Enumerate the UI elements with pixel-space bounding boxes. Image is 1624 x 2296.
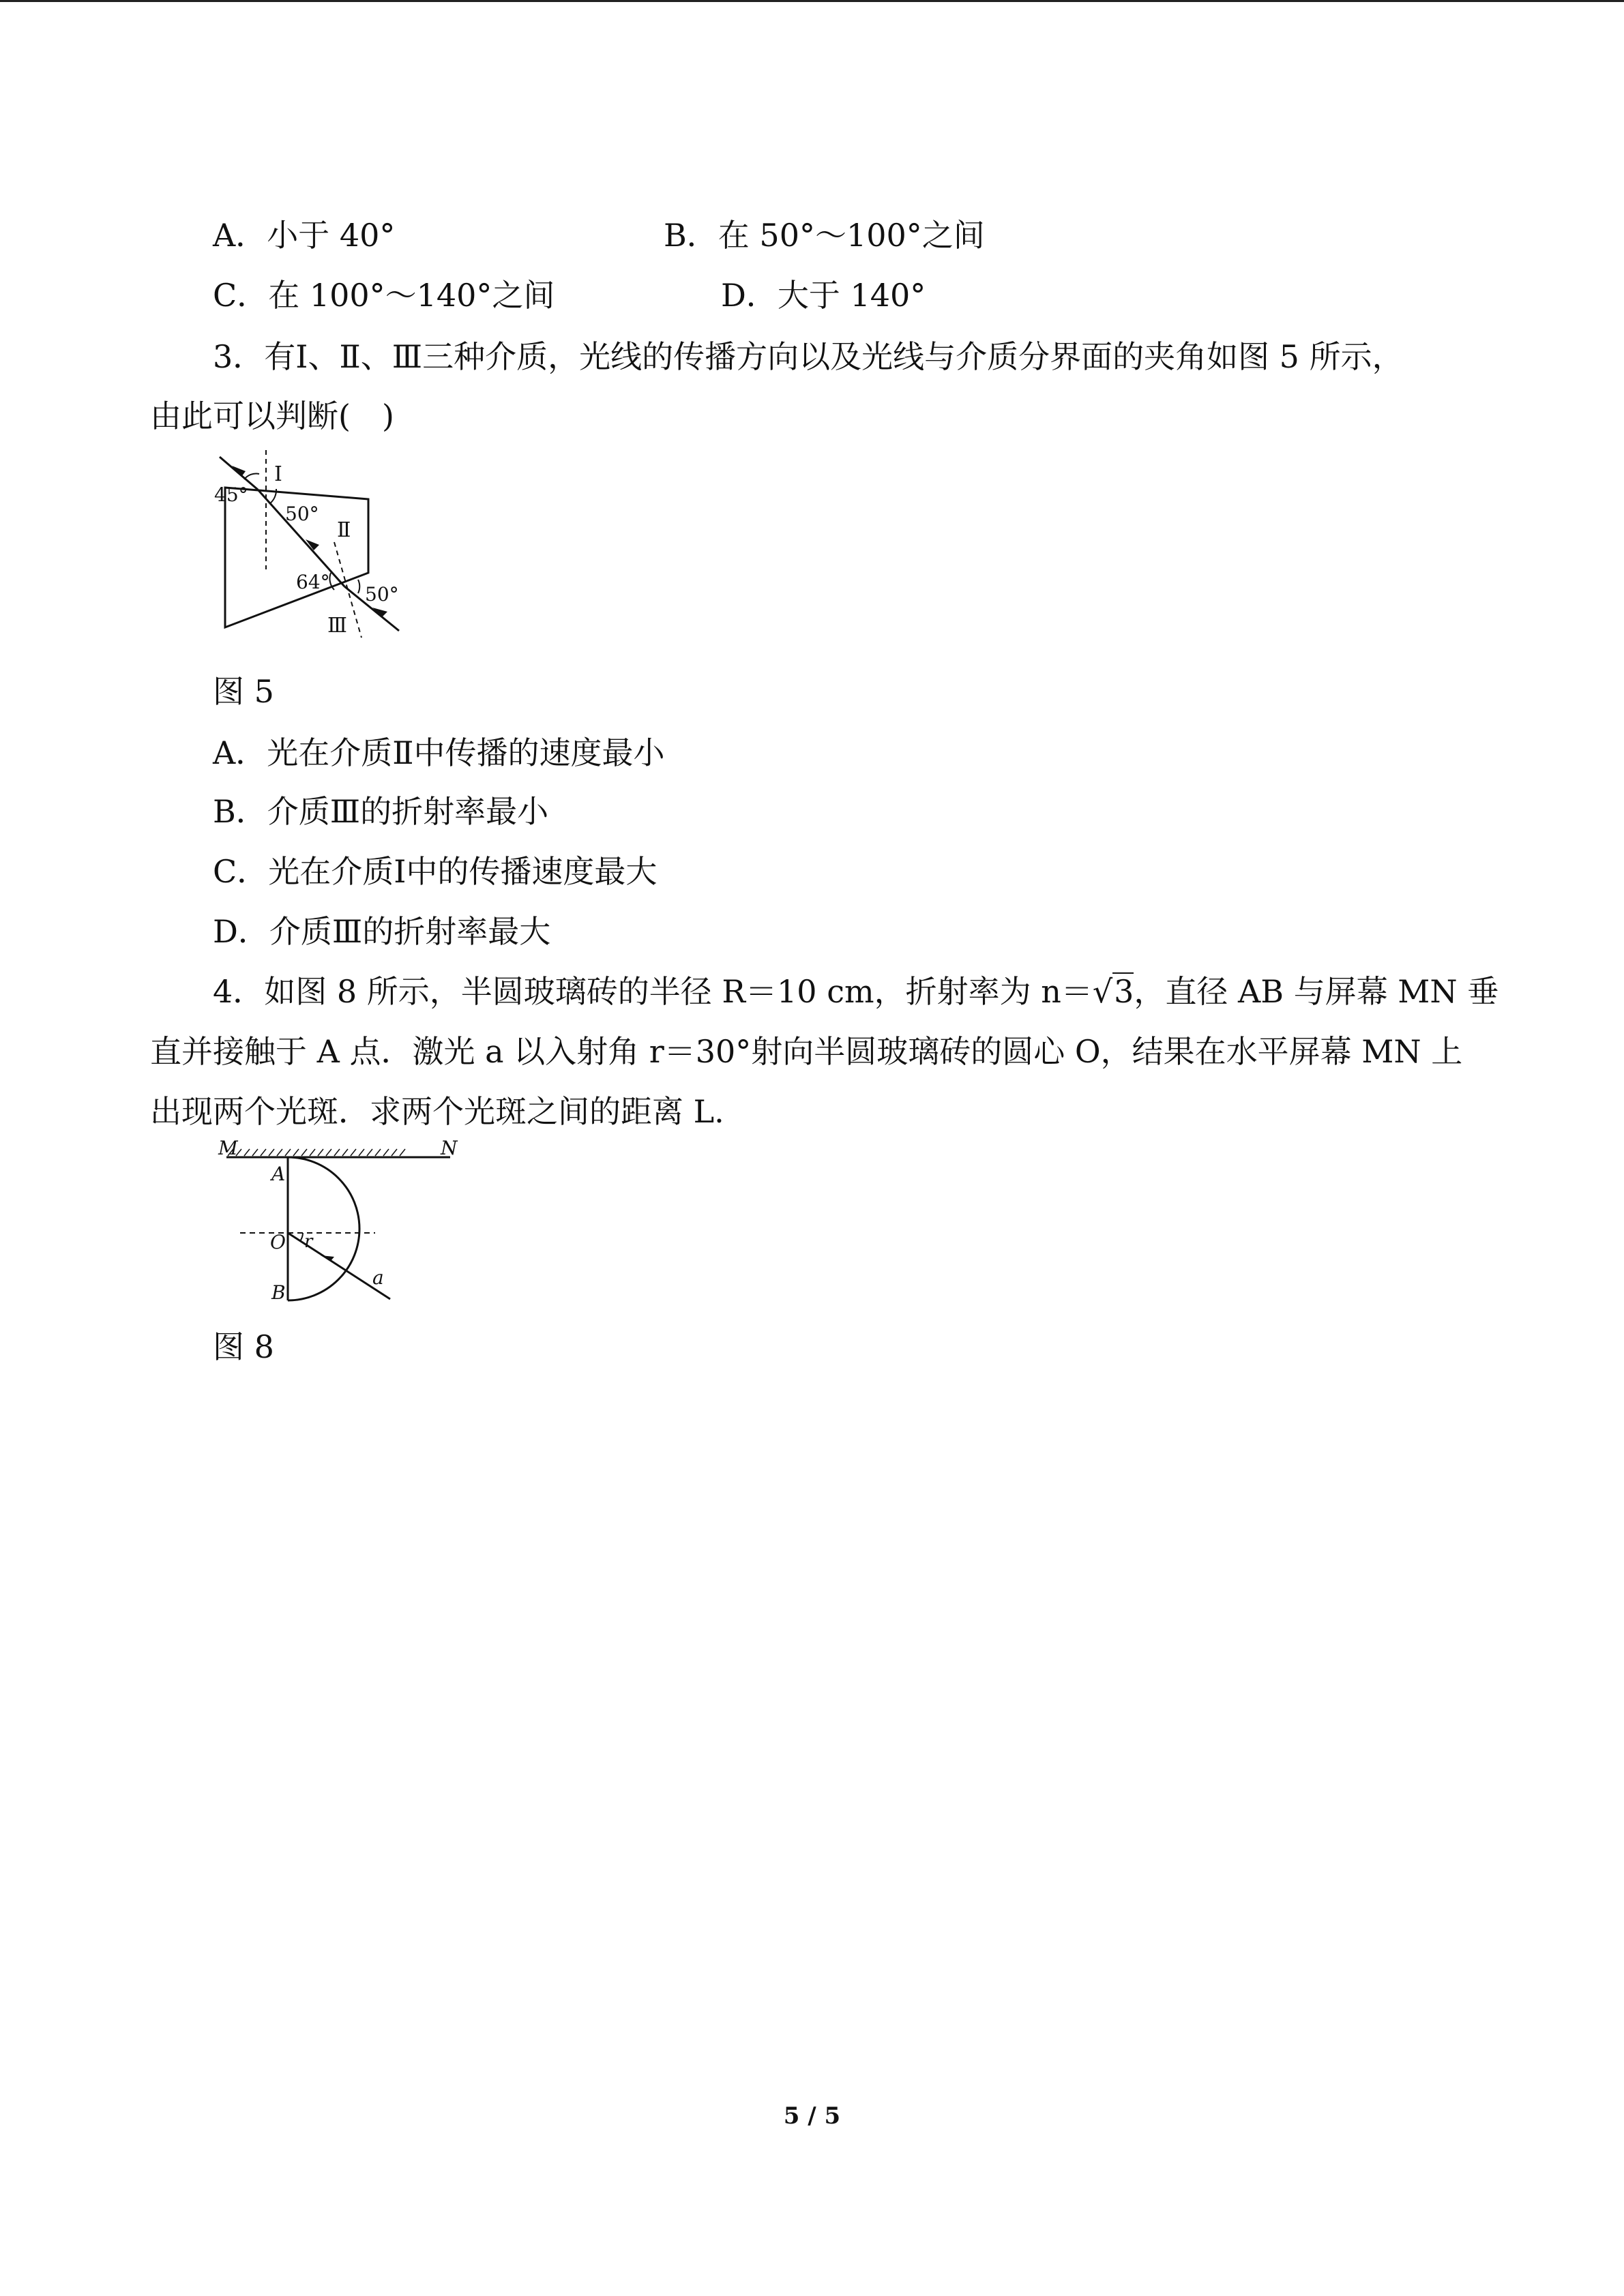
label-m: M [218,1137,238,1159]
label-b: B [271,1281,286,1304]
figure-5-diagram [211,447,409,644]
label-50b: 50° [365,583,399,606]
q3-option-a: A．光在介质Ⅱ中传播的速度最小 [213,734,665,771]
q2-option-b: B．在 50°～100°之间 [664,217,985,254]
label-50a: 50° [285,503,319,525]
figure-8-caption: 图 8 [213,1328,274,1365]
q2-option-d: D．大于 140° [721,277,926,314]
label-ray-a: a [372,1266,384,1289]
label-45: 45° [214,483,248,506]
figure-8-diagram [211,1135,458,1313]
q3-option-b: B．介质Ⅲ的折射率最小 [213,793,549,830]
sqrt-symbol: √3 [1092,973,1134,1010]
q3-stem-line1: 3．有Ⅰ、Ⅱ、Ⅲ三种介质，光线的传播方向以及光线与介质分界面的夹角如图 5 所示， [213,338,1404,375]
q2-option-a: A．小于 40° [213,217,396,254]
q4-line1 [213,971,1498,1012]
label-medium-ii: Ⅱ [337,518,351,542]
angle-arc-r [300,1233,303,1241]
label-o: O [270,1231,286,1253]
top-border [0,0,1624,2]
q4-line2: 直并接触于 A 点．激光 a 以入射角 r＝30°射向半圆玻璃砖的圆心 O，结果在水平屏幕 MN 上 [150,1033,1463,1070]
figure-5-caption: 图 5 [213,673,274,710]
q2-option-c: C．在 100°～140°之间 [213,277,555,314]
label-64: 64° [296,571,330,593]
q3-option-d: D．介质Ⅲ的折射率最大 [213,913,551,950]
label-r: r [304,1232,313,1252]
label-medium-iii: Ⅲ [327,614,347,638]
q4-line1-pre: 4．如图 8 所示，半圆玻璃砖的半径 R＝10 cm，折射率为 n＝ [213,973,1093,1010]
label-medium-i: Ⅰ [274,462,282,486]
q3-stem-line2: 由此可以判断( ) [150,398,394,434]
q4-line3: 出现两个光斑．求两个光斑之间的距离 L. [150,1093,724,1130]
page-number: 5 / 5 [783,2102,841,2130]
label-a-point: A [271,1163,286,1185]
semicircle-glass [288,1157,359,1300]
q4-line1-post: ，直径 AB 与屏幕 MN 垂 [1134,973,1499,1010]
laser-arrow [321,1255,334,1261]
label-n: N [441,1137,458,1159]
angle-arc-50b [358,580,359,593]
sqrt-radicand: 3 [1114,973,1134,1010]
incident-arrow [232,466,246,477]
q3-option-c: C．光在介质Ⅰ中的传播速度最大 [213,853,658,890]
screen-hatching [228,1149,405,1156]
